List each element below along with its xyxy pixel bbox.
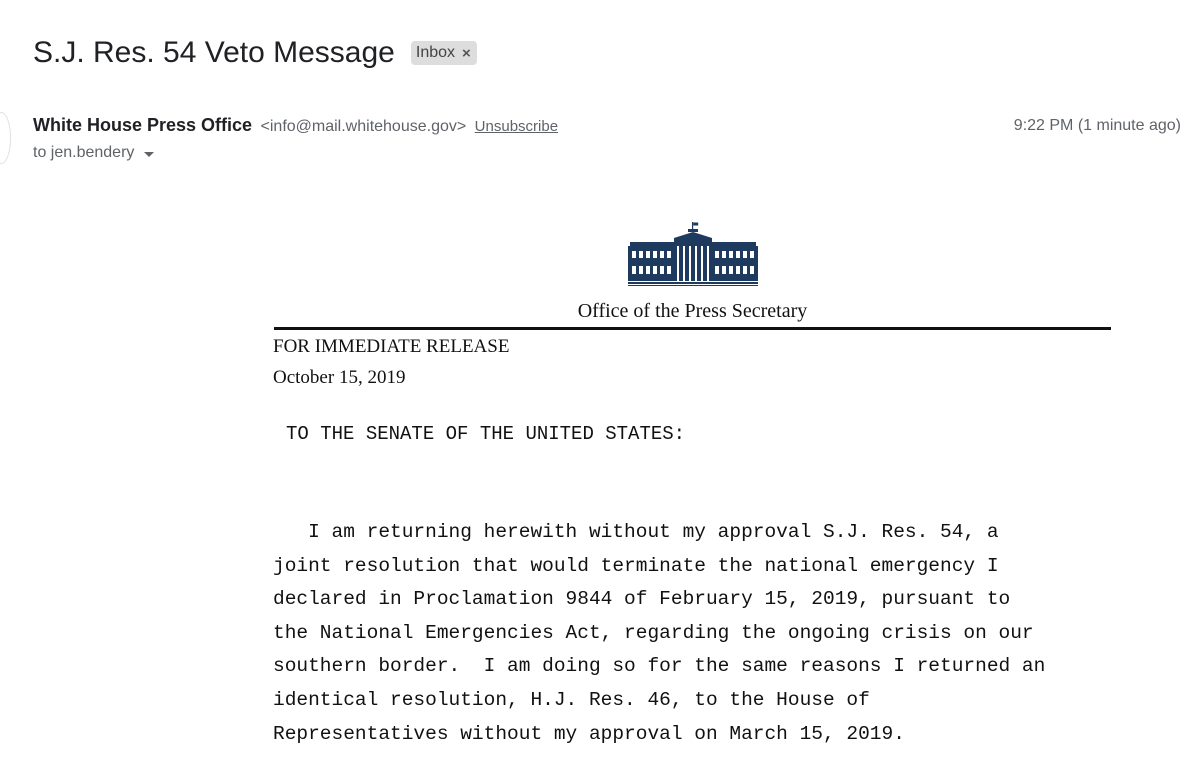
show-details-caret-icon[interactable] bbox=[144, 152, 154, 157]
sender-avatar bbox=[0, 112, 11, 164]
inbox-label-chip[interactable] bbox=[411, 41, 477, 65]
email-subject: S.J. Res. 54 Veto Message bbox=[33, 36, 395, 69]
email-timestamp: 9:22 PM (1 minute ago) bbox=[1013, 117, 1181, 134]
body-line: declared in Proclamation 9844 of February 15, 2019, pursuant to bbox=[273, 588, 1011, 611]
message-body bbox=[273, 516, 1173, 751]
body-line: the National Emergencies Act, regarding the ongoing crisis on our bbox=[273, 621, 1034, 644]
remove-label-icon[interactable]: × bbox=[462, 44, 471, 62]
salutation: TO THE SENATE OF THE UNITED STATES: bbox=[286, 423, 686, 445]
header-divider bbox=[274, 327, 1111, 330]
sender-name[interactable]: White House Press Office bbox=[33, 115, 253, 135]
release-label: FOR IMMEDIATE RELEASE bbox=[273, 336, 510, 357]
inbox-label-text: Inbox bbox=[415, 44, 456, 61]
body-line: southern border. I am doing so for the same reasons I returned an bbox=[273, 655, 1046, 678]
body-line: Representatives without my approval on March 15, 2019. bbox=[273, 722, 905, 745]
office-title: Office of the Press Secretary bbox=[577, 300, 808, 322]
unsubscribe-link[interactable]: Unsubscribe bbox=[474, 118, 559, 135]
release-date: October 15, 2019 bbox=[273, 367, 406, 388]
sender-email: <info@mail.whitehouse.gov> bbox=[260, 118, 467, 135]
body-line: I am returning herewith without my approval S.J. Res. 54, a bbox=[273, 521, 999, 543]
body-line: joint resolution that would terminate the national emergency I bbox=[273, 554, 999, 577]
email-subject-row bbox=[33, 30, 477, 76]
sender-row bbox=[33, 115, 558, 136]
white-house-logo bbox=[628, 222, 758, 286]
recipient-row bbox=[33, 144, 154, 162]
recipient-text: to jen.bendery bbox=[33, 144, 135, 161]
body-line: identical resolution, H.J. Res. 46, to the House of bbox=[273, 688, 870, 711]
